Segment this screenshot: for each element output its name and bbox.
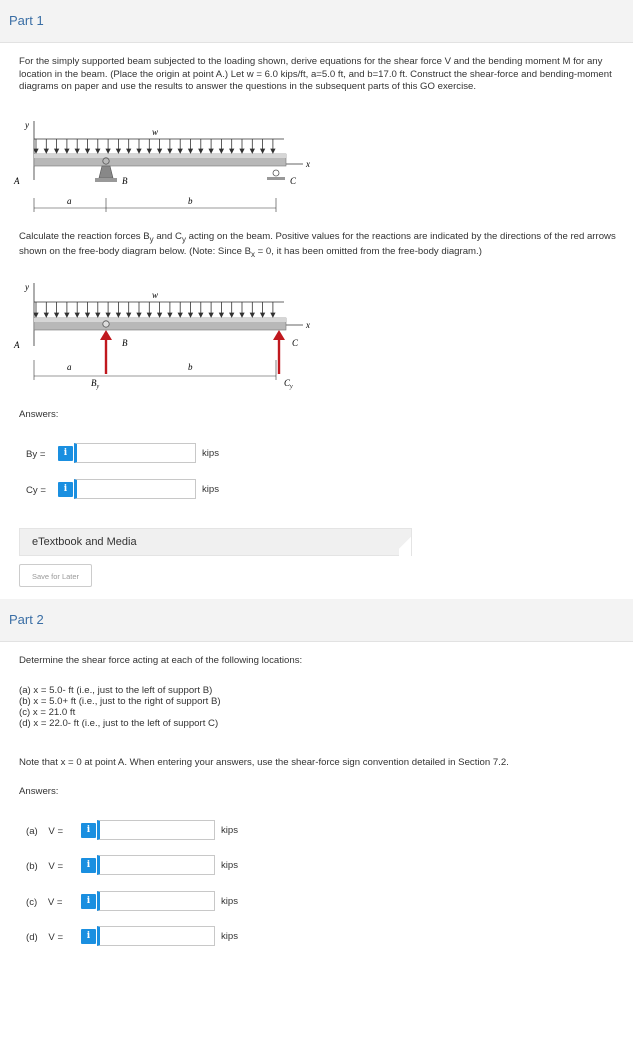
load-arrowhead [75, 149, 79, 153]
b-dim-label: b [188, 196, 193, 206]
info-icon[interactable]: i [81, 894, 96, 909]
load-arrowhead [189, 149, 193, 153]
part1-intro: For the simply supported beam subjected to the loading shown, derive equations for the shear force V and the bending moment M for any location in the beam. (Place the origin at point A.) Let w = 6.0 kips/ft, a=5.0 ft, and b=17.0 ft. Construct the shear-force and bending-moment diagrams on paper and use the results to answer the questions in the subsequent parts of this GO exercise. [19, 56, 612, 92]
load-arrowhead [158, 149, 162, 153]
beam-diagram-loading [0, 118, 633, 218]
vb-input[interactable] [97, 855, 215, 875]
load-arrowhead [230, 313, 234, 317]
B-label: B [122, 176, 128, 186]
beam-diagram-fbd [0, 280, 633, 395]
part1-calc-text: Calculate the reaction forces $B_y$ and $C_y$ acting on the beam. Positive values for the reactions are indicated by the directions of the red arrows shown on the free-body diagram below. (Note: Since $B_x = 0$, it has been omitted from the free-body diagram.) [19, 231, 616, 260]
load-arrowhead [261, 149, 265, 153]
load-arrowhead [199, 149, 203, 153]
fbd-a-dim-label: a [67, 362, 72, 372]
part2-item-a: (a) x = 5.0- ft (i.e., just to the left of support B) [19, 685, 213, 696]
vc-unit: kips [221, 896, 239, 907]
vb-unit: kips [221, 860, 239, 871]
info-icon[interactable]: i [58, 446, 73, 461]
load-arrowhead [271, 313, 275, 317]
load-arrowhead [147, 149, 151, 153]
load-arrowhead [209, 149, 213, 153]
load-arrowhead [55, 313, 59, 317]
load-arrowhead [240, 313, 244, 317]
part2-header [0, 599, 633, 642]
by-unit: kips [202, 448, 220, 459]
va-input[interactable] [97, 820, 215, 840]
fbd-C-label: C [292, 338, 299, 348]
load-arrowhead [199, 313, 203, 317]
a-dim-label: a [67, 196, 72, 206]
cy-label: $C_y$ [284, 378, 293, 390]
cy-input[interactable] [74, 479, 196, 499]
load-arrowhead [219, 149, 223, 153]
load-arrowhead [250, 149, 254, 153]
load-arrowhead [240, 149, 244, 153]
load-arrowhead [178, 149, 182, 153]
info-icon[interactable]: i [58, 482, 73, 497]
load-arrowhead [168, 313, 172, 317]
cy-unit: kips [202, 484, 220, 495]
load-arrowhead [96, 313, 100, 317]
load-arrowhead [34, 313, 38, 317]
load-arrowhead [75, 313, 79, 317]
load-arrowhead [250, 313, 254, 317]
load-arrowhead [158, 313, 162, 317]
load-arrowhead [147, 313, 151, 317]
A-label: A [14, 176, 20, 186]
load-arrowhead [34, 149, 38, 153]
vc-input[interactable] [97, 891, 215, 911]
va-unit: kips [221, 825, 239, 836]
load-arrowhead [189, 313, 193, 317]
fbd-b-dim-label: b [188, 362, 193, 372]
x-axis-label: x [306, 159, 310, 169]
load-arrowhead [137, 313, 141, 317]
vd-unit: kips [221, 931, 239, 942]
by-label: $B_y$ [91, 378, 100, 390]
vb-label: (b) V = [26, 861, 64, 872]
fbd-x-axis-label: x [306, 320, 310, 330]
load-arrowhead [86, 149, 90, 153]
load-arrowhead [44, 149, 48, 153]
vd-input[interactable] [97, 926, 215, 946]
load-arrowhead [65, 149, 69, 153]
load-arrowhead [168, 149, 172, 153]
va-label: (a) V = [26, 826, 64, 837]
info-icon[interactable]: i [81, 858, 96, 873]
load-arrowhead [116, 313, 120, 317]
load-arrowhead [137, 149, 141, 153]
load-arrowhead [116, 149, 120, 153]
load-arrowhead [106, 149, 110, 153]
part2-title: Part 2 [9, 612, 44, 627]
fbd-w-label: w [152, 290, 159, 300]
part2-item-b: (b) x = 5.0+ ft (i.e., just to the right of support B) [19, 696, 221, 707]
cy-answer-label: Cy = [26, 485, 46, 496]
C-label: C [290, 176, 297, 186]
load-arrowhead [209, 313, 213, 317]
part1-answers-label: Answers: [19, 409, 59, 420]
etextbook-link[interactable]: eTextbook and Media [19, 528, 412, 556]
part2-answers-label: Answers: [19, 786, 59, 797]
part2-prompt: Determine the shear force acting at each of the following locations: [19, 655, 303, 666]
part2-item-c: (c) x = 21.0 ft [19, 707, 76, 718]
info-icon[interactable]: i [81, 823, 96, 838]
load-arrowhead [86, 313, 90, 317]
part1-title: Part 1 [9, 13, 44, 28]
y-axis-label: y [25, 120, 29, 130]
load-arrowhead [65, 313, 69, 317]
load-arrowhead [44, 313, 48, 317]
info-icon[interactable]: i [81, 929, 96, 944]
load-arrowhead [127, 313, 131, 317]
load-arrowhead [96, 149, 100, 153]
load-arrowhead [106, 313, 110, 317]
vd-label: (d) V = [26, 932, 64, 943]
part1-header [0, 0, 633, 43]
load-arrowhead [271, 149, 275, 153]
load-arrowhead [178, 313, 182, 317]
fbd-y-axis-label: y [25, 282, 29, 292]
load-arrowhead [261, 313, 265, 317]
by-answer-label: By = [26, 449, 46, 460]
fbd-A-label: A [14, 340, 20, 350]
load-arrowhead [55, 149, 59, 153]
save-for-later-button[interactable]: Save for Later [19, 564, 92, 587]
load-arrowhead [230, 149, 234, 153]
part2-item-d: (d) x = 22.0- ft (i.e., just to the left of support C) [19, 718, 219, 729]
by-input[interactable] [74, 443, 196, 463]
w-label: w [152, 127, 159, 137]
fbd-B-label: B [122, 338, 128, 348]
part2-note: Note that x = 0 at point A. When entering your answers, use the shear-force sign convention detailed in Section 7.2. [19, 757, 509, 768]
vc-label: (c) V = [26, 897, 63, 908]
load-arrowhead [127, 149, 131, 153]
load-arrowhead [219, 313, 223, 317]
